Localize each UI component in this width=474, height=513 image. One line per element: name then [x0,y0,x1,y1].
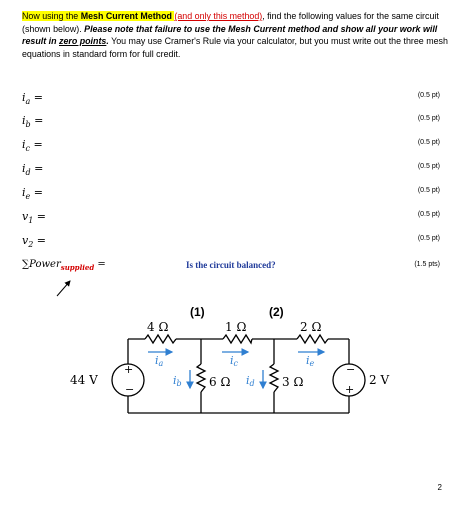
points-label: (0.5 pt) [417,92,440,99]
points-label: (1.5 pts) [414,261,440,268]
source-right-plus: + [345,383,355,396]
answer-label: $i_a$ = [22,91,44,107]
ib-label: ib [173,374,182,388]
source-left-plus: + [124,363,134,376]
points-label: (0.5 pt) [417,163,440,170]
ia-label: ia [155,354,164,368]
points-label: (0.5 pt) [417,235,440,242]
resistor-2ohm [297,335,328,343]
mesh-1-label: (1) [190,305,205,319]
resistor-1ohm [223,335,252,343]
r2-label: 1 Ω [225,320,247,334]
page-number: 2 [437,483,442,492]
pointer-arrow [57,281,70,296]
answer-label: $i_c$ = [22,138,43,154]
r5-label: 3 Ω [282,375,304,389]
answer-label: $i_d$ = [22,162,44,178]
ic-label-right: ie [306,354,315,368]
circuit-wires [128,339,349,413]
zero-points: zero points [59,36,107,47]
method-name: Mesh Current Method [80,11,172,21]
id-label: id [246,374,255,388]
points-label: (0.5 pt) [417,187,440,194]
r1-label: 4 Ω [147,320,169,334]
source-left-label: 44 V [70,373,98,387]
points-label: (0.5 pt) [417,115,440,122]
ic-label-left: ic [230,354,239,368]
r3-label: 2 Ω [300,320,322,334]
only-this-method: (and only this method) [174,11,263,21]
source-right-label: 2 V [369,373,390,387]
points-label: (0.5 pt) [417,211,440,218]
answer-label: $i_b$ = [22,114,44,130]
intro-lead: Now using the [22,11,81,21]
intro-find: , find the following values for the same circuit (shown below). [22,11,439,34]
resistor-3ohm [270,364,278,392]
balanced-question: Is the circuit balanced? [186,260,276,270]
r4-label: 6 Ω [209,375,231,389]
answer-label: $v_2$ = [22,234,47,250]
failure-note: Please note that failure to use the Mesh Current method and show all your work will result in [22,23,438,47]
source-left-minus: − [125,383,135,396]
points-label: (0.5 pt) [417,139,440,146]
mesh-2-label: (2) [269,305,284,319]
cramers-note: You may use Cramer's Rule via your calculator, but you must write out the three mesh equations in standard form for full credit. [22,36,448,59]
resistor-6ohm [197,364,205,392]
answer-label: $v_1$ = [22,210,47,226]
resistor-4ohm [145,335,176,343]
failure-period: . [106,36,109,47]
source-right-minus: − [346,363,356,376]
answer-label: $i_e$ = [22,186,43,202]
power-supplied-label: ∑Power$_{supplied}$ = [22,259,106,272]
